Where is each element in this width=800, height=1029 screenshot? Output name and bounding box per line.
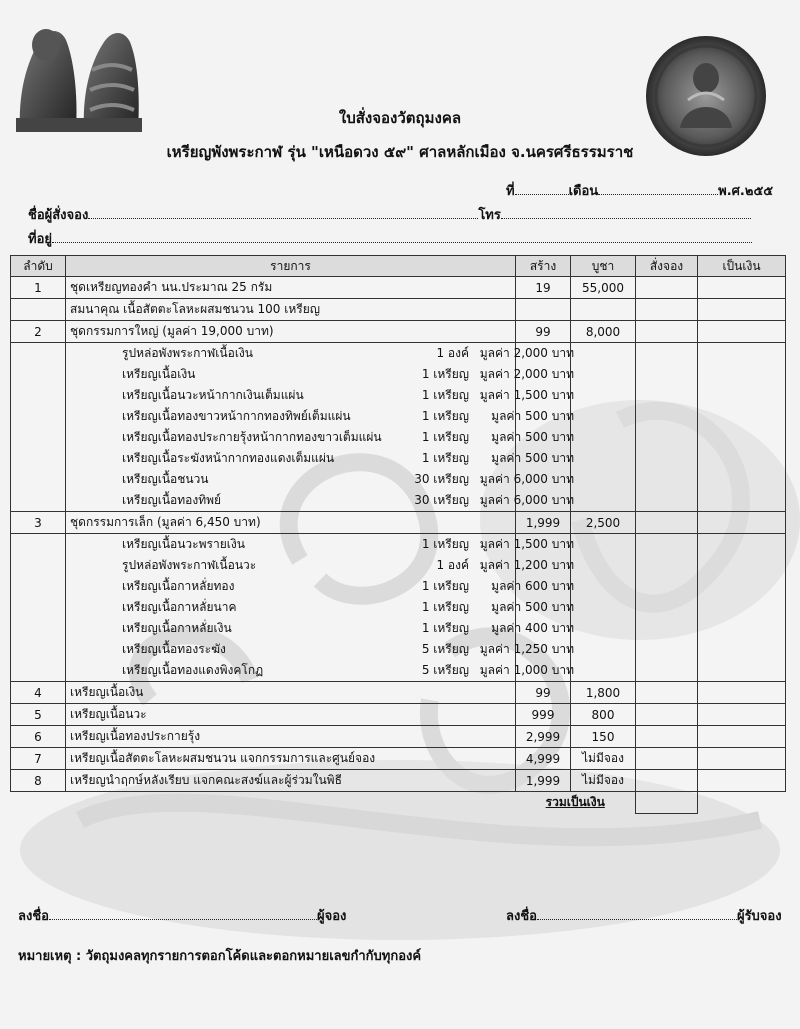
row-price: ไม่มีจอง bbox=[571, 748, 636, 770]
sub-item-qty: 1 เหรียญ bbox=[421, 430, 469, 444]
sub-item-qty: 1 องค์ bbox=[436, 346, 469, 360]
row-price: 55,000 bbox=[571, 277, 636, 299]
sub-item-name: เหรียญเนื้อกาหลั่ยเงิน bbox=[122, 621, 232, 635]
sub-no-cell bbox=[11, 427, 66, 448]
row-price: 2,500 bbox=[571, 512, 636, 534]
set-item-row bbox=[11, 490, 786, 512]
sub-amount-cell bbox=[698, 448, 786, 469]
sub-order-cell bbox=[636, 639, 698, 660]
row-item: ชุดกรรมการใหญ่ (มูลค่า 19,000 บาท) bbox=[66, 321, 516, 343]
table-row bbox=[11, 682, 786, 704]
set-item-row bbox=[11, 343, 786, 365]
orderer-sign-field[interactable] bbox=[49, 907, 317, 920]
sub-no-cell bbox=[11, 490, 66, 512]
sub-no-cell bbox=[11, 555, 66, 576]
sub-price-cell bbox=[571, 534, 636, 556]
medal-image bbox=[646, 36, 766, 156]
row-order-input[interactable] bbox=[636, 704, 698, 726]
set-item-row bbox=[11, 660, 786, 682]
sub-item-cell bbox=[66, 534, 574, 556]
set-item-row bbox=[11, 534, 786, 556]
document-title: ใบสั่งจองวัตถุมงคล bbox=[338, 109, 462, 127]
row-number: 1 bbox=[11, 277, 66, 299]
sub-item-value: มูลค่า 1,500 บาท bbox=[479, 537, 574, 551]
table-row bbox=[11, 704, 786, 726]
sub-no-cell bbox=[11, 618, 66, 639]
header-order: สั่งจอง bbox=[636, 256, 698, 277]
row-amount-input[interactable] bbox=[698, 726, 786, 748]
sub-item-value: มูลค่า 2,000 บาท bbox=[479, 346, 574, 360]
row-number: 3 bbox=[11, 512, 66, 534]
sub-no-cell bbox=[11, 469, 66, 490]
total-amount-input[interactable] bbox=[636, 792, 698, 814]
row-number: 5 bbox=[11, 704, 66, 726]
sub-order-cell bbox=[636, 618, 698, 639]
sub-item-qty: 30 เหรียญ bbox=[414, 493, 469, 507]
month-label: เดือน bbox=[568, 184, 599, 199]
sub-item-value: มูลค่า 6,000 บาท bbox=[479, 472, 574, 486]
sub-amount-cell bbox=[698, 660, 786, 682]
sub-no-cell bbox=[11, 364, 66, 385]
sub-order-cell bbox=[636, 597, 698, 618]
total-row bbox=[11, 792, 786, 814]
sub-no-cell bbox=[11, 660, 66, 682]
row-item: เหรียญเนื้อเงิน bbox=[66, 682, 516, 704]
row-item: ชุดเหรียญทองคำ นน.ประมาณ 25 กรัม bbox=[66, 277, 516, 299]
sub-item-qty: 1 เหรียญ bbox=[421, 388, 469, 402]
sub-price-cell bbox=[571, 639, 636, 660]
row-item: สมนาคุณ เนื้อสัตตะโลหะผสมชนวน 100 เหรียญ bbox=[66, 299, 516, 321]
sub-item-cell bbox=[66, 427, 574, 448]
sub-price-cell bbox=[571, 448, 636, 469]
sub-item-qty: 1 เหรียญ bbox=[421, 367, 469, 381]
sub-item-cell bbox=[66, 555, 574, 576]
set-item-row bbox=[11, 576, 786, 597]
orderer-line bbox=[28, 204, 751, 225]
sub-item-value: มูลค่า 1,200 บาท bbox=[479, 558, 574, 572]
set-item-row bbox=[11, 469, 786, 490]
row-number: 2 bbox=[11, 321, 66, 343]
document-subtitle: เหรียญพังพระกาฬ รุ่น "เหนือดวง ๕๙" ศาลหลักเมือง จ.นครศรีธรรมราช bbox=[166, 143, 634, 161]
row-amount-input[interactable] bbox=[698, 682, 786, 704]
row-item: ชุดกรรมการเล็ก (มูลค่า 6,450 บาท) bbox=[66, 512, 516, 534]
sub-item-name: รูปหล่อพังพระกาฬเนื้อเงิน bbox=[122, 346, 253, 360]
receiver-signature bbox=[506, 905, 782, 926]
sub-item-qty: 30 เหรียญ bbox=[414, 472, 469, 486]
sub-item-name: เหรียญเนื้อทองทิพย์ bbox=[122, 493, 222, 507]
set-item-row bbox=[11, 385, 786, 406]
sub-item-name: เหรียญเนื้อทองแดงพิงคโกฏ bbox=[122, 663, 264, 677]
sub-item-qty: 5 เหรียญ bbox=[421, 642, 469, 656]
sub-item-value: มูลค่า 400 บาท bbox=[491, 621, 574, 635]
sub-price-cell bbox=[571, 576, 636, 597]
sub-item-name: เหรียญเนื้อทองขาวหน้ากากทองทิพย์เต็มแผ่น bbox=[122, 409, 351, 423]
address-label: ที่อยู่ bbox=[28, 232, 52, 247]
sub-amount-cell bbox=[698, 406, 786, 427]
sub-price-cell bbox=[571, 555, 636, 576]
row-order-input[interactable] bbox=[636, 277, 698, 299]
sub-order-cell bbox=[636, 427, 698, 448]
sub-item-cell bbox=[66, 469, 574, 490]
header-amount: เป็นเงิน bbox=[698, 256, 786, 277]
sub-order-cell bbox=[636, 364, 698, 385]
sub-item-qty: 1 เหรียญ bbox=[421, 451, 469, 465]
row-made: 2,999 bbox=[516, 726, 571, 748]
sub-no-cell bbox=[11, 639, 66, 660]
sub-item-value: มูลค่า 600 บาท bbox=[491, 579, 574, 593]
sub-item-value: มูลค่า 1,250 บาท bbox=[479, 642, 574, 656]
sub-no-cell bbox=[11, 385, 66, 406]
row-amount-input[interactable] bbox=[698, 321, 786, 343]
row-made: 4,999 bbox=[516, 748, 571, 770]
sub-amount-cell bbox=[698, 364, 786, 385]
set-item-row bbox=[11, 448, 786, 469]
sub-item-name: เหรียญเนื้อกาหลั่ยทอง bbox=[122, 579, 235, 593]
sub-item-qty: 1 เหรียญ bbox=[421, 621, 469, 635]
sub-item-value: มูลค่า 500 บาท bbox=[491, 451, 574, 465]
sub-item-cell bbox=[66, 576, 574, 597]
sub-order-cell bbox=[636, 490, 698, 512]
row-amount-input[interactable] bbox=[698, 277, 786, 299]
sub-price-cell bbox=[571, 364, 636, 385]
sub-item-cell bbox=[66, 364, 574, 385]
orderer-sign-label: ลงชื่อ bbox=[18, 909, 49, 924]
orderer-label: ชื่อผู้สั่งจอง bbox=[28, 208, 89, 223]
sub-order-cell bbox=[636, 469, 698, 490]
row-made: 1,999 bbox=[516, 512, 571, 534]
row-amount-input[interactable] bbox=[698, 299, 786, 321]
receiver-sign-label: ลงชื่อ bbox=[506, 909, 537, 924]
sub-item-name: เหรียญเนื้อระฆังหน้ากากทองแดงเต็มแผ่น bbox=[122, 451, 335, 465]
sub-item-value: มูลค่า 500 บาท bbox=[491, 409, 574, 423]
sub-item-qty: 1 เหรียญ bbox=[421, 409, 469, 423]
table-row bbox=[11, 726, 786, 748]
note: หมายเหตุ : วัตถุมงคลทุกรายการตอกโค้ดและตอกหมายเลขกำกับทุกองค์ bbox=[18, 949, 422, 964]
sub-order-cell bbox=[636, 534, 698, 556]
sub-no-cell bbox=[11, 406, 66, 427]
table-header bbox=[11, 256, 786, 277]
row-number: 6 bbox=[11, 726, 66, 748]
sub-amount-cell bbox=[698, 555, 786, 576]
sub-item-cell bbox=[66, 490, 574, 512]
sub-price-cell bbox=[571, 385, 636, 406]
sub-item-name: เหรียญเนื้อนวะพรายเงิน bbox=[122, 537, 245, 551]
sub-item-cell bbox=[66, 343, 574, 365]
row-order-input[interactable] bbox=[636, 748, 698, 770]
sub-price-cell bbox=[571, 343, 636, 365]
row-made: 99 bbox=[516, 321, 571, 343]
sub-item-name: เหรียญเนื้อนวะหน้ากากเงินเต็มแผ่น bbox=[122, 388, 304, 402]
sub-no-cell bbox=[11, 576, 66, 597]
address-field[interactable] bbox=[52, 230, 752, 243]
row-order-input[interactable] bbox=[636, 682, 698, 704]
row-price: 800 bbox=[571, 704, 636, 726]
row-made: 99 bbox=[516, 682, 571, 704]
row-item: เหรียญเนื้อสัตตะโลหะผสมชนวน แจกกรรมการและศูนย์จอง bbox=[66, 748, 516, 770]
sub-no-cell bbox=[11, 343, 66, 365]
row-made bbox=[516, 299, 571, 321]
row-item: เหรียญเนื้อทองประกายรุ้ง bbox=[66, 726, 516, 748]
table-row bbox=[11, 512, 786, 534]
row-amount-input[interactable] bbox=[698, 512, 786, 534]
table-row bbox=[11, 770, 786, 792]
address-line bbox=[28, 228, 752, 249]
sub-item-qty: 5 เหรียญ bbox=[421, 663, 469, 677]
sub-amount-cell bbox=[698, 576, 786, 597]
row-price: ไม่มีจอง bbox=[571, 770, 636, 792]
total-label: รวมเป็นเงิน bbox=[545, 795, 605, 810]
sub-amount-cell bbox=[698, 427, 786, 448]
sub-item-name: เหรียญเนื้อทองประกายรุ้งหน้ากากทองขาวเต็มแผ่น bbox=[122, 430, 382, 444]
set-item-row bbox=[11, 597, 786, 618]
sub-item-qty: 1 เหรียญ bbox=[421, 600, 469, 614]
sub-amount-cell bbox=[698, 639, 786, 660]
sub-price-cell bbox=[571, 660, 636, 682]
phone-field[interactable] bbox=[501, 206, 751, 219]
sub-no-cell bbox=[11, 448, 66, 469]
header-item: รายการ bbox=[66, 256, 516, 277]
row-made: 999 bbox=[516, 704, 571, 726]
sub-no-cell bbox=[11, 597, 66, 618]
set-item-row bbox=[11, 618, 786, 639]
row-made: 1,999 bbox=[516, 770, 571, 792]
row-number: 4 bbox=[11, 682, 66, 704]
set-item-row bbox=[11, 364, 786, 385]
sub-amount-cell bbox=[698, 385, 786, 406]
orderer-role: ผู้จอง bbox=[316, 909, 347, 924]
row-price bbox=[571, 299, 636, 321]
sub-price-cell bbox=[571, 597, 636, 618]
row-order-input[interactable] bbox=[636, 726, 698, 748]
header-no: ลำดับ bbox=[11, 256, 66, 277]
sub-item-qty: 1 เหรียญ bbox=[421, 537, 469, 551]
sub-price-cell bbox=[571, 490, 636, 512]
sub-order-cell bbox=[636, 343, 698, 365]
phone-label: โทร bbox=[478, 208, 501, 223]
sub-item-name: เหรียญเนื้อเงิน bbox=[122, 367, 196, 381]
row-number: 7 bbox=[11, 748, 66, 770]
row-item: เหรียญนำฤกษ์หลังเรียบ แจกคณะสงฆ์และผู้ร่วมในพิธี bbox=[66, 770, 516, 792]
sub-item-cell bbox=[66, 639, 574, 660]
sub-item-cell bbox=[66, 597, 574, 618]
sub-order-cell bbox=[636, 448, 698, 469]
row-order-input[interactable] bbox=[636, 770, 698, 792]
sub-amount-cell bbox=[698, 343, 786, 365]
year-label: พ.ศ.๒๕๕ bbox=[718, 184, 774, 199]
date-label: ที่ bbox=[506, 184, 515, 199]
sub-item-qty: 1 เหรียญ bbox=[421, 579, 469, 593]
table-row bbox=[11, 299, 786, 321]
sub-item-name: เหรียญเนื้อกาหลั่ยนาค bbox=[122, 600, 237, 614]
row-amount-input[interactable] bbox=[698, 748, 786, 770]
row-order-input[interactable] bbox=[636, 299, 698, 321]
sub-no-cell bbox=[11, 534, 66, 556]
sub-item-cell bbox=[66, 406, 574, 427]
row-price: 1,800 bbox=[571, 682, 636, 704]
table-row bbox=[11, 321, 786, 343]
row-amount-input[interactable] bbox=[698, 704, 786, 726]
row-amount-input[interactable] bbox=[698, 770, 786, 792]
sub-item-name: รูปหล่อพังพระกาฬเนื้อนวะ bbox=[122, 558, 257, 572]
sub-amount-cell bbox=[698, 534, 786, 556]
sub-item-name: เหรียญเนื้อทองระฆัง bbox=[122, 642, 226, 656]
set-item-row bbox=[11, 406, 786, 427]
orderer-signature bbox=[18, 905, 346, 926]
sub-order-cell bbox=[636, 385, 698, 406]
sub-order-cell bbox=[636, 406, 698, 427]
sub-item-value: มูลค่า 1,500 บาท bbox=[479, 388, 574, 402]
sub-amount-cell bbox=[698, 469, 786, 490]
receiver-role: ผู้รับจอง bbox=[736, 909, 782, 924]
header-price: บูชา bbox=[571, 256, 636, 277]
sub-item-cell bbox=[66, 618, 574, 639]
sub-item-qty: 1 องค์ bbox=[436, 558, 469, 572]
sub-item-cell bbox=[66, 385, 574, 406]
sub-order-cell bbox=[636, 576, 698, 597]
sub-item-value: มูลค่า 1,000 บาท bbox=[479, 663, 574, 677]
order-table bbox=[10, 255, 786, 814]
row-made: 19 bbox=[516, 277, 571, 299]
sub-item-name: เหรียญเนื้อชนวน bbox=[122, 472, 209, 486]
row-price: 8,000 bbox=[571, 321, 636, 343]
table-row bbox=[11, 277, 786, 299]
set-item-row bbox=[11, 555, 786, 576]
date-line bbox=[506, 180, 773, 201]
sub-price-cell bbox=[571, 469, 636, 490]
total-spacer-right bbox=[698, 792, 786, 814]
sub-amount-cell bbox=[698, 597, 786, 618]
sub-price-cell bbox=[571, 618, 636, 639]
row-number: 8 bbox=[11, 770, 66, 792]
sub-price-cell bbox=[571, 427, 636, 448]
row-price: 150 bbox=[571, 726, 636, 748]
month-field[interactable] bbox=[598, 182, 718, 195]
sub-item-value: มูลค่า 500 บาท bbox=[491, 430, 574, 444]
row-number bbox=[11, 299, 66, 321]
sub-item-cell bbox=[66, 448, 574, 469]
total-spacer bbox=[11, 792, 516, 814]
set-item-row bbox=[11, 639, 786, 660]
set-item-row bbox=[11, 427, 786, 448]
orderer-field[interactable] bbox=[88, 206, 478, 219]
sub-item-value: มูลค่า 500 บาท bbox=[491, 600, 574, 614]
row-order-input[interactable] bbox=[636, 321, 698, 343]
sub-order-cell bbox=[636, 555, 698, 576]
header-made: สร้าง bbox=[516, 256, 571, 277]
sub-price-cell bbox=[571, 406, 636, 427]
sub-item-cell bbox=[66, 660, 574, 682]
sub-item-value: มูลค่า 6,000 บาท bbox=[479, 493, 574, 507]
row-order-input[interactable] bbox=[636, 512, 698, 534]
sub-item-value: มูลค่า 2,000 บาท bbox=[479, 367, 574, 381]
sub-amount-cell bbox=[698, 618, 786, 639]
row-item: เหรียญเนื้อนวะ bbox=[66, 704, 516, 726]
table-row bbox=[11, 748, 786, 770]
sub-amount-cell bbox=[698, 490, 786, 512]
receiver-sign-field[interactable] bbox=[537, 907, 737, 920]
sub-order-cell bbox=[636, 660, 698, 682]
date-field[interactable] bbox=[515, 182, 569, 195]
